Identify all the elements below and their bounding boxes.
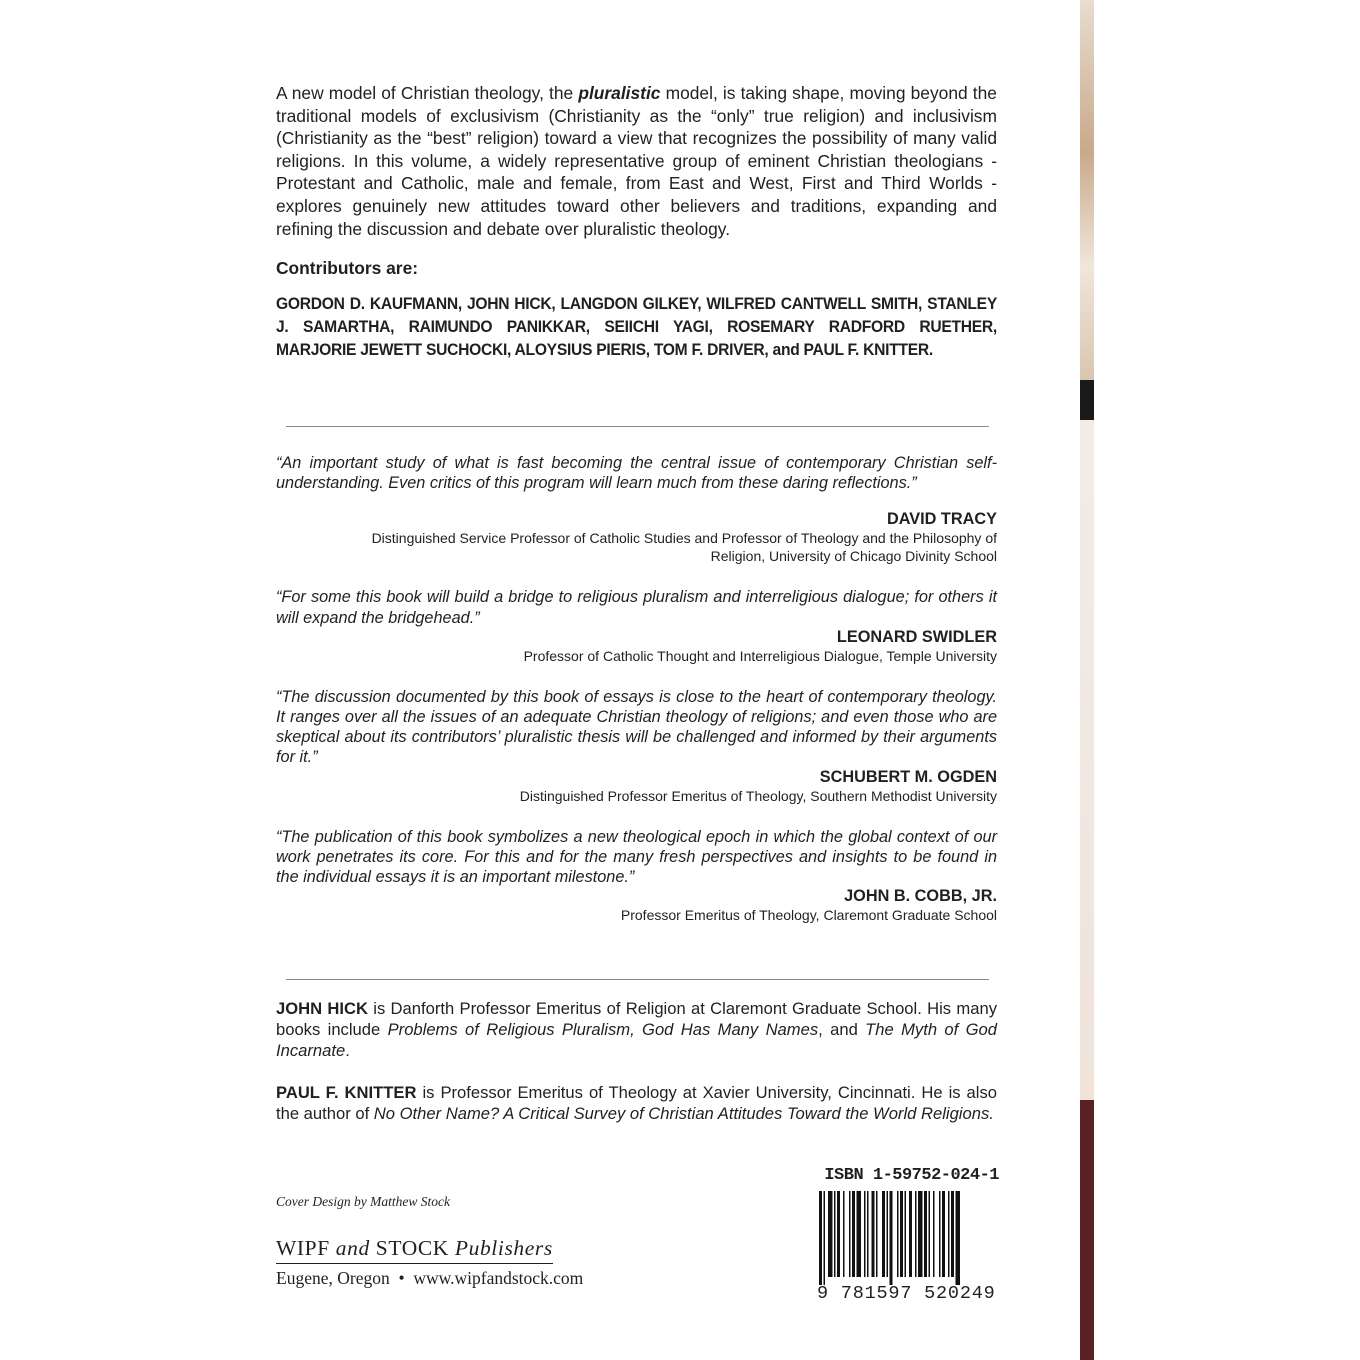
isbn-barcode <box>817 1166 999 1304</box>
barcode-bar <box>948 1191 950 1277</box>
barcode-bar <box>819 1191 822 1285</box>
publisher-block <box>276 1236 583 1289</box>
endorser-name: SCHUBERT M. OGDEN <box>819 767 997 786</box>
bio-text: is Danforth Professor Emeritus of Religion at Claremont Graduate School. His many books include <box>276 999 997 1039</box>
bio-text: is Professor Emeritus of Theology at Xavier University, Cincinnati. He is also the author of <box>276 1083 997 1123</box>
intro-emphasis: pluralistic <box>578 83 661 103</box>
cover-edge-light-band <box>1080 420 1094 1100</box>
endorser-title-cont: Religion, University of Chicago Divinity School <box>710 548 997 565</box>
barcode-bar <box>867 1191 869 1277</box>
barcode-bar <box>872 1191 875 1277</box>
barcode-bar <box>837 1191 840 1277</box>
barcode-bar <box>897 1191 899 1277</box>
bio-paul-knitter <box>276 1082 997 1124</box>
endorser-title: Professor of Catholic Thought and Interreligious Dialogue, Temple University <box>523 647 997 664</box>
barcode-bar <box>951 1191 954 1277</box>
book-title: The Myth of God Incarnate <box>276 1020 997 1060</box>
bio-text: . <box>345 1041 350 1060</box>
divider-bottom <box>286 979 989 980</box>
barcode-digits: 9 781597 520249 <box>817 1283 996 1304</box>
barcode-bar <box>834 1191 836 1277</box>
cover-design-credit: Cover Design by Matthew Stock <box>276 1194 450 1209</box>
contributors-heading: Contributors are: <box>276 258 419 279</box>
barcode-bars <box>817 1191 999 1285</box>
barcode-bar <box>900 1191 903 1277</box>
publisher-name <box>276 1236 553 1264</box>
barcode-bar <box>933 1191 935 1277</box>
barcode-bar <box>924 1191 927 1277</box>
publisher-location: Eugene, Oregon • www.wipfandstock.com <box>276 1268 584 1288</box>
publisher-name-part: STOCK <box>369 1236 455 1260</box>
barcode-bar <box>956 1191 961 1285</box>
endorser-name: JOHN B. COBB, JR. <box>844 887 997 906</box>
intro-text-2: model, is taking shape, moving beyond the traditional models of exclusivism (Christianity as the “only” true religion) and inclusivism (Christianity as the “best” religion) toward a view that recognizes the possibility of many valid religions. In this volume, a widely representative group of eminent Christian theologians - Protestant and Catholic, male and female, from East and West, First and Third Worlds - explores genuinely new attitudes toward other believers and traditions, expanding and refining the discussion and debate over pluralistic theology. <box>276 83 997 239</box>
barcode-bar <box>890 1191 893 1285</box>
barcode-bar <box>905 1191 907 1277</box>
intro-paragraph <box>276 82 997 240</box>
barcode-bar <box>915 1191 917 1277</box>
author-bios <box>276 998 997 1124</box>
barcode-bar <box>942 1191 945 1277</box>
barcode-bar <box>849 1191 851 1277</box>
barcode-bar <box>882 1191 885 1277</box>
cover-edge-photo <box>1080 0 1094 380</box>
endorsement-item <box>276 453 997 565</box>
cover-edge-dark-band <box>1080 380 1094 420</box>
endorsement-quote: “An important study of what is fast becoming the central issue of contemporary Christian self-understanding. Even critics of this program will learn much from these daring reflections.” <box>276 454 997 493</box>
barcode-bar <box>909 1191 912 1277</box>
divider-top <box>286 426 989 427</box>
publisher-name-part: WIPF <box>276 1236 336 1260</box>
endorsement-quote: “The discussion documented by this book of essays is close to the heart of contemporary theology. It ranges over all the issues of an adequate Christian theology of religions; and even those who are skeptical about its contributors’ pluralistic thesis will be challenged and informed by their arguments for it.” <box>276 687 997 767</box>
barcode-bar <box>857 1191 862 1277</box>
isbn-label: ISBN 1-59752-024-1 <box>824 1166 999 1185</box>
barcode-bar <box>876 1191 878 1277</box>
barcode-bar <box>864 1191 866 1277</box>
barcode-bar <box>929 1191 931 1277</box>
cover-edge <box>1080 0 1094 1360</box>
intro-text-1: A new model of Christian theology, the <box>276 83 579 103</box>
barcode-bar <box>939 1191 941 1277</box>
endorsements <box>276 453 997 924</box>
endorser-name: LEONARD SWIDLER <box>836 627 997 646</box>
description-block <box>276 82 997 362</box>
endorsement-item <box>276 587 997 664</box>
book-title: Problems of Religious Pluralism, God Has Many Names <box>387 1020 819 1039</box>
barcode-bar <box>828 1191 833 1277</box>
barcode-bar <box>843 1191 845 1277</box>
bio-name: JOHN HICK <box>276 999 368 1018</box>
bio-text: , and <box>818 1020 866 1039</box>
barcode-bar <box>918 1191 923 1277</box>
barcode-bar <box>824 1191 826 1285</box>
endorsement-item <box>276 827 997 925</box>
bio-name: PAUL F. KNITTER <box>276 1083 417 1102</box>
book-title: No Other Name? A Critical Survey of Christian Attitudes Toward the World Religions. <box>373 1104 994 1123</box>
barcode-bar <box>887 1191 889 1277</box>
endorser-title: Distinguished Professor Emeritus of Theology, Southern Methodist University <box>519 787 997 804</box>
cover-edge-maroon-band <box>1080 1100 1094 1360</box>
endorser-title: Professor Emeritus of Theology, Claremont Graduate School <box>620 907 997 924</box>
bio-john-hick <box>276 998 997 1061</box>
endorsement-quote: “For some this book will build a bridge to religious pluralism and interreligious dialogue; for others it will expand the bridgehead.” <box>276 588 997 627</box>
endorser-name: DAVID TRACY <box>886 510 997 529</box>
endorsement-quote: “The publication of this book symbolizes a new theological epoch in which the global context of our work penetrates its core. For this and for the many fresh perspectives and insights to be found in the individual essays it is an important milestone.” <box>276 827 997 887</box>
publisher-name-part: Publishers <box>454 1236 553 1260</box>
endorsement-item <box>276 687 997 805</box>
publisher-name-part: and <box>335 1236 370 1260</box>
barcode-bar <box>852 1191 855 1277</box>
contributors-list: GORDON D. KAUFMANN, JOHN HICK, LANGDON GILKEY, WILFRED CANTWELL SMITH, STANLEY J. SAMARTHA, RAIMUNDO PANIKKAR, SEIICHI YAGI, ROSEMARY RADFORD RUETHER, MARJORIE JEWETT SUCHOCKI, ALOYSIUS PIERIS, TOM F. DRIVER, and PAUL F. KNITTER. <box>276 295 997 360</box>
endorser-title: Distinguished Service Professor of Catholic Studies and Professor of Theology and the Philosophy of <box>371 530 997 547</box>
